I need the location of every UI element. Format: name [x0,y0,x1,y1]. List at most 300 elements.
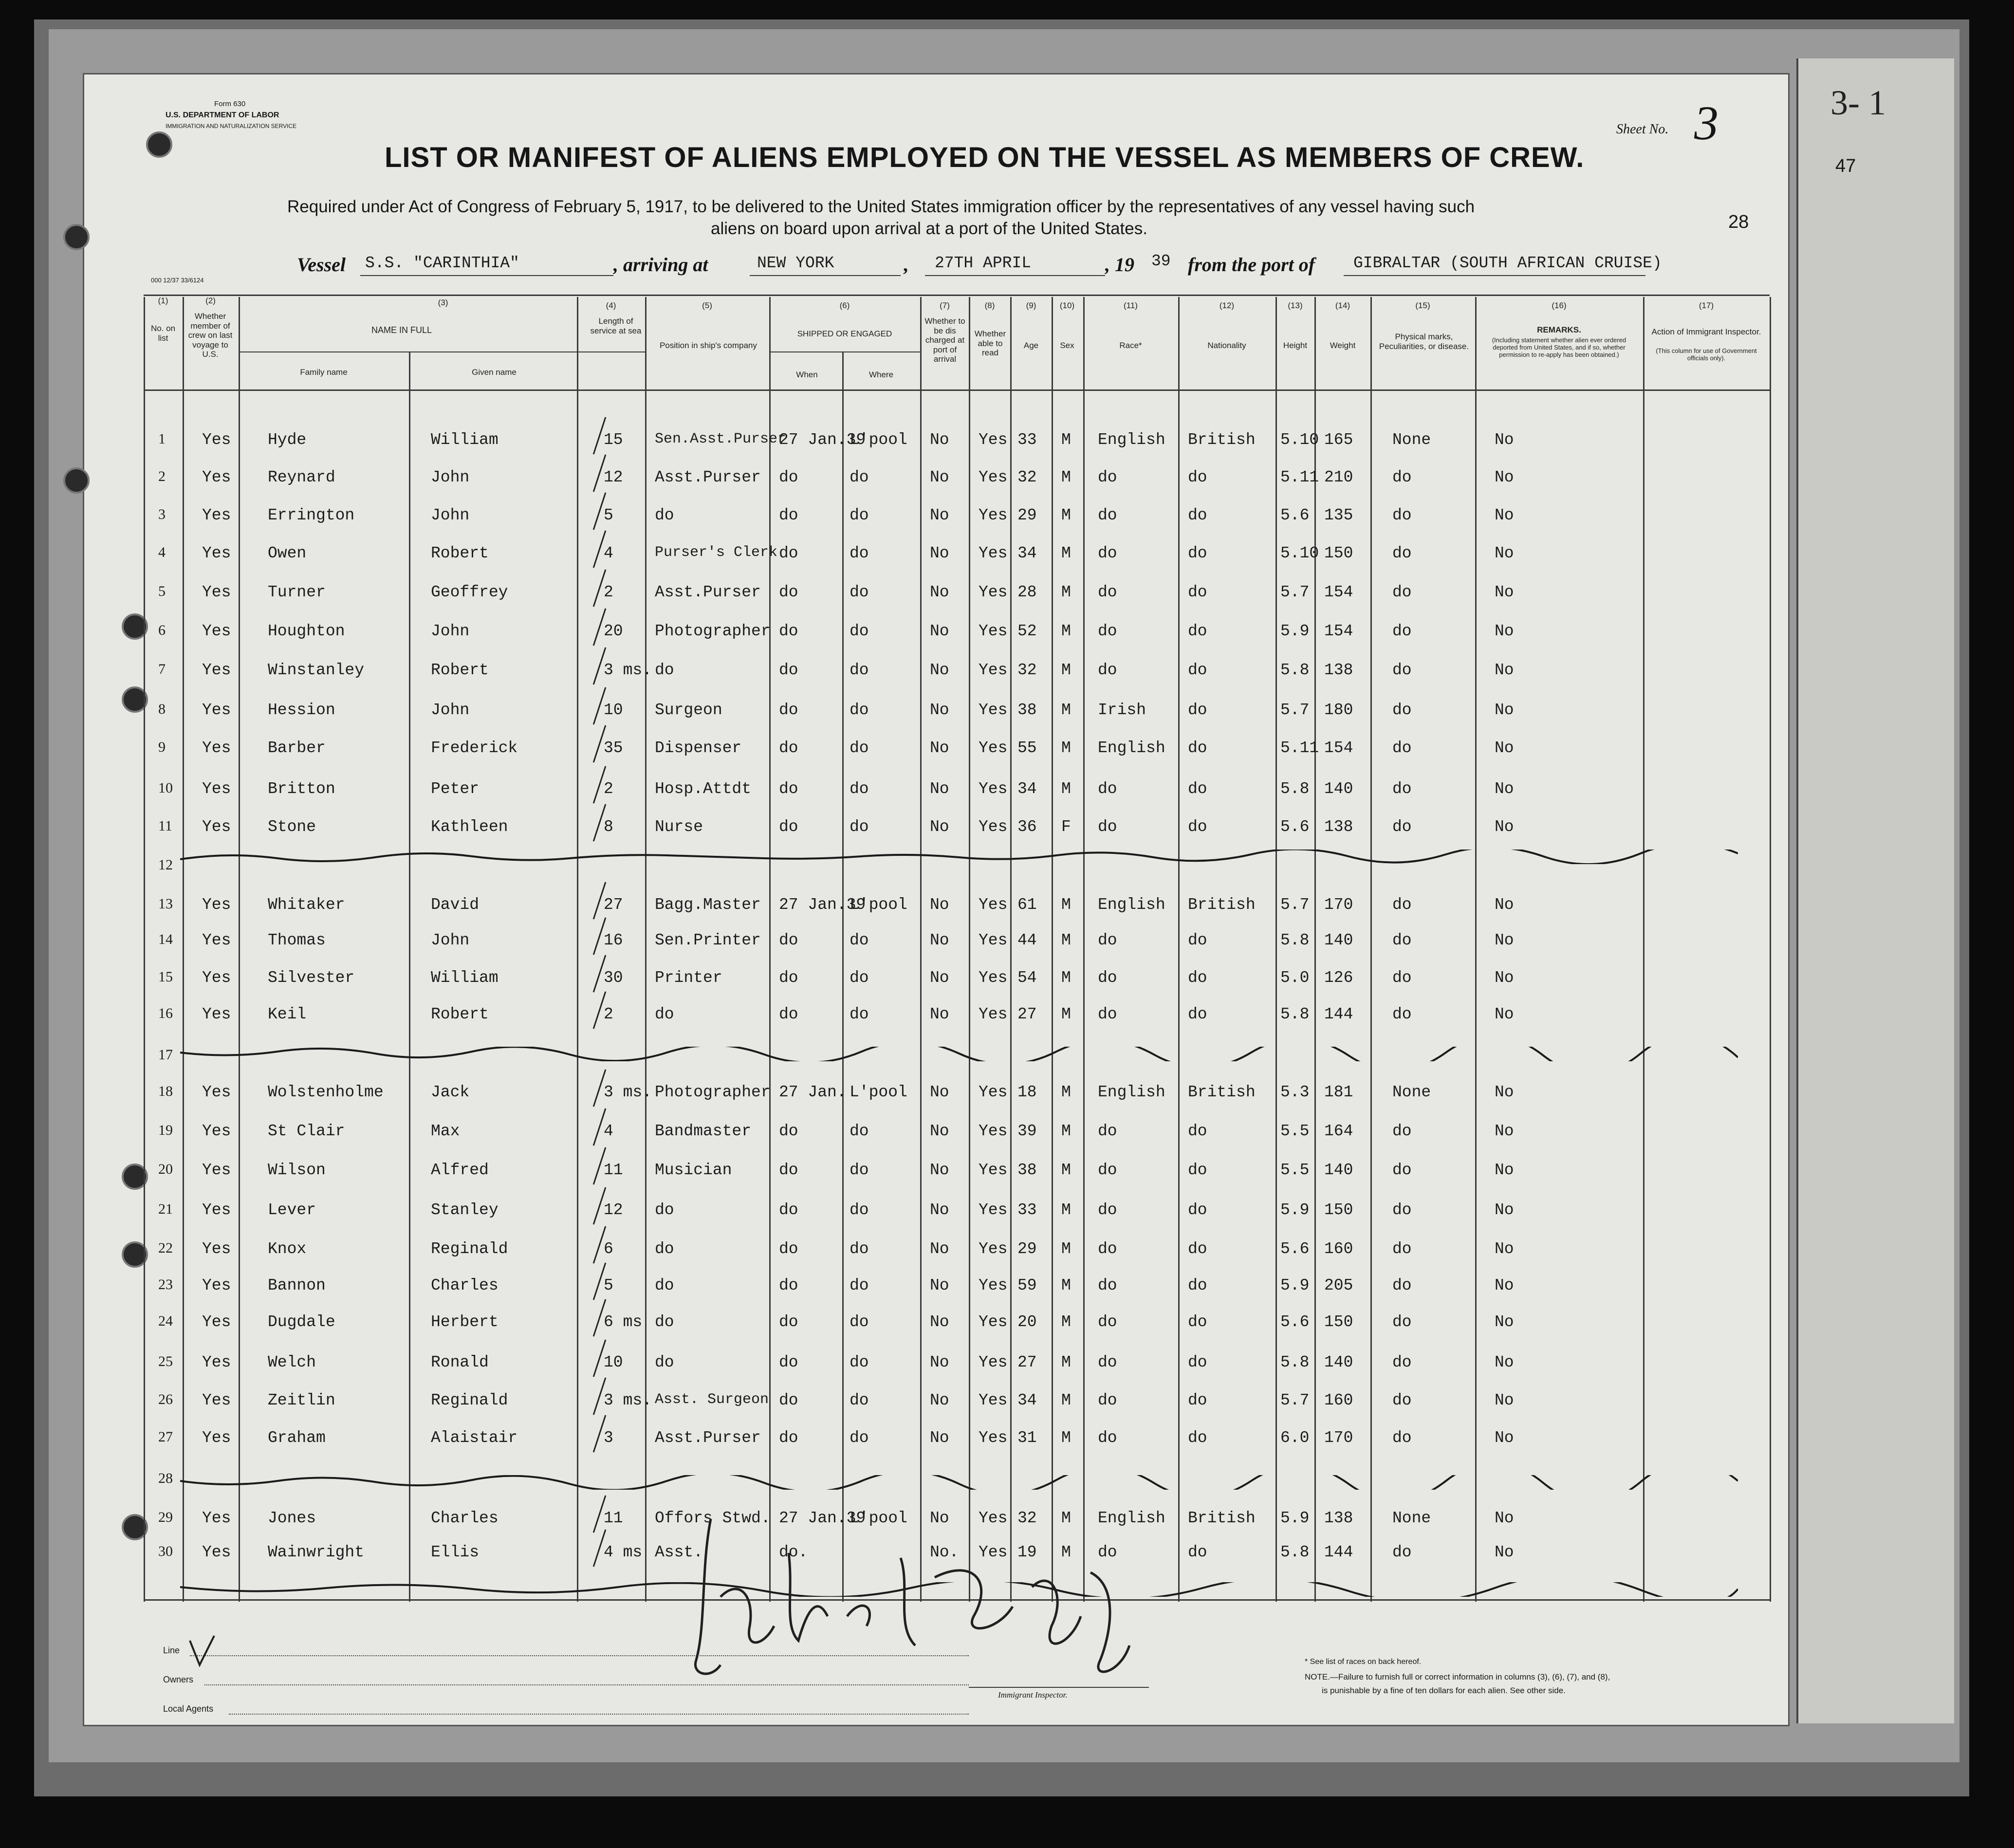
cell-family: Reynard [268,468,335,486]
corner-note: 3- 1 [1830,83,1886,122]
cell-read: Yes [979,1543,1008,1561]
races-footnote: * See list of races on back hereof. [1305,1658,1422,1666]
cell-where: L'pool [850,1083,907,1101]
cell-position: do [655,1005,674,1023]
cell-remarks: No [1495,1313,1514,1331]
cell-when: do [779,1122,798,1140]
col-13-num: (13) [1288,301,1303,310]
cell-when: do [779,544,798,562]
cell-position: Musician [655,1161,732,1179]
cell-age: 34 [1017,544,1037,562]
col-7-num: (7) [940,301,950,310]
cell-weight: 135 [1324,506,1353,524]
col-16-num: (16) [1552,301,1567,310]
cell-race: do [1098,622,1117,640]
cell-discharged: No [930,506,949,524]
cell-no: 28 [158,1470,173,1486]
cell-when: do [779,780,798,798]
cell-height: 5.6 [1280,506,1310,524]
cell-no: 3 [158,506,166,522]
col-16-note: (Including statement whether alien ever ordered deported from United States, and if so, whether permission to re-apply has been obtained.) [1492,336,1626,358]
cell-family: Turner [268,583,326,601]
cell-remarks: No [1495,780,1514,798]
cell-race: do [1098,1122,1117,1140]
cell-discharged: No [930,1429,949,1447]
cell-given: Max [431,1122,460,1140]
cell-where: do [850,468,869,486]
cell-service: 6 [604,1240,613,1258]
cell-nationality: do [1188,931,1207,949]
col-1-header: No. on list [150,324,176,343]
cell-height: 5.5 [1280,1122,1310,1140]
cell-family: Barber [268,739,326,757]
inspector-label: Immigrant Inspector. [998,1690,1068,1700]
cell-service: 6 ms [604,1313,643,1331]
cell-remarks: No [1495,969,1514,987]
cell-sex: M [1061,1353,1071,1371]
cell-when: do [779,661,798,679]
cell-race: do [1098,583,1117,601]
cell-no: 18 [158,1083,173,1099]
cell-service: 16 [604,931,623,949]
subtitle-line-1: Required under Act of Congress of February 5, 1917, to be delivered to the United States immigration officer by the representatives of any vessel having such [287,197,1475,216]
cell-weight: 154 [1324,583,1353,601]
cell-marks: do [1392,506,1412,524]
cell-no: 26 [158,1391,173,1407]
cell-where: do [850,931,869,949]
cell-service: 35 [604,739,623,757]
cell-marks: None [1392,1509,1431,1527]
cell-family: Lever [268,1201,316,1219]
cell-race: do [1098,1353,1117,1371]
agents-underline [229,1714,969,1715]
cell-nationality: do [1188,1353,1207,1371]
cell-no: 22 [158,1240,173,1256]
col-15-num: (15) [1415,301,1430,310]
subheader-rule-shipped [769,351,920,352]
cell-service: 30 [604,969,623,987]
col-rule [842,351,844,1602]
cell-position: Sen.Asst.Purser [655,431,787,447]
col-9-header: Age [1023,341,1039,350]
cell-discharged: No. [930,1543,959,1561]
cell-read: Yes [979,468,1008,486]
col-4-header: Length of service at sea [590,316,642,335]
cell-no: 24 [158,1313,173,1329]
cell-position: Nurse [655,818,703,836]
cell-marks: do [1392,661,1412,679]
cell-weight: 205 [1324,1276,1353,1294]
vessel-underline [360,275,613,276]
cell-sex: M [1061,544,1071,562]
cell-nationality: British [1188,1083,1256,1101]
cell-discharged: No [930,468,949,486]
cell-family: Wainwright [268,1543,365,1561]
cell-where: do [850,1391,869,1409]
cell-weight: 140 [1324,1353,1353,1371]
cell-race: do [1098,544,1117,562]
cell-height: 5.7 [1280,583,1310,601]
cell-prev: Yes [202,1005,231,1023]
cell-age: 20 [1017,1313,1037,1331]
cell-nationality: British [1188,896,1256,914]
cell-where: do [850,1429,869,1447]
cell-where: do [850,1313,869,1331]
col-rule [1643,297,1644,1602]
cell-where: do [850,1240,869,1258]
col-8-header: Whether able to read [974,329,1006,358]
cell-no: 16 [158,1005,173,1021]
cell-remarks: No [1495,1083,1514,1101]
cell-position: Photographer [655,622,771,640]
cell-race: English [1098,1083,1165,1101]
cell-weight: 150 [1324,1313,1353,1331]
cell-given: Jack [431,1083,470,1101]
cell-remarks: No [1495,431,1514,449]
cell-nationality: do [1188,701,1207,719]
col-3-header: NAME IN FULL [371,325,432,335]
cell-remarks: No [1495,1005,1514,1023]
cell-height: 5.6 [1280,1313,1310,1331]
cell-when: do. [779,1543,808,1561]
cell-race: do [1098,506,1117,524]
cell-when: do [779,739,798,757]
cell-marks: do [1392,931,1412,949]
local-agents-label: Local Agents [163,1704,214,1714]
cell-position: Sen.Printer [655,931,761,949]
cell-discharged: No [930,1161,949,1179]
cell-service: 12 [604,468,623,486]
cell-where: do [850,1122,869,1140]
cell-when: do [779,1005,798,1023]
table-top-rule [144,295,1770,296]
cell-height: 5.6 [1280,818,1310,836]
cell-no: 7 [158,661,166,677]
cell-given: Kathleen [431,818,508,836]
cell-nationality: do [1188,780,1207,798]
cell-given: John [431,506,470,524]
cell-no: 30 [158,1543,173,1559]
cell-service: 27 [604,896,623,914]
col-rule [920,297,922,1602]
cell-no: 29 [158,1509,173,1525]
cell-family: Whitaker [268,896,345,914]
col-8-num: (8) [984,301,995,310]
cell-where: do [850,583,869,601]
cell-sex: M [1061,1509,1071,1527]
cell-family: Silvester [268,969,355,987]
cell-race: do [1098,1201,1117,1219]
cell-service: 15 [604,431,623,449]
col-10-num: (10) [1059,301,1075,310]
cell-family: Graham [268,1429,326,1447]
cell-age: 34 [1017,1391,1037,1409]
cell-when: do [779,818,798,836]
col-rule [1275,297,1277,1602]
cell-sex: M [1061,739,1071,757]
cell-family: Wilson [268,1161,326,1179]
cell-weight: 140 [1324,1161,1353,1179]
cell-remarks: No [1495,1429,1514,1447]
cell-sex: M [1061,468,1071,486]
cell-weight: 138 [1324,1509,1353,1527]
cell-position: Bagg.Master [655,896,761,914]
cell-no: 20 [158,1161,173,1177]
cell-given: William [431,969,499,987]
cell-where: L'pool [850,431,907,449]
vessel-label: Vessel [297,254,346,276]
subheader-rule-name [239,351,645,352]
cell-given: Robert [431,544,489,562]
cell-read: Yes [979,780,1008,798]
cell-age: 54 [1017,969,1037,987]
cell-sex: M [1061,1543,1071,1561]
cell-given: Robert [431,661,489,679]
cell-remarks: No [1495,622,1514,640]
cell-prev: Yes [202,969,231,987]
cell-sex: M [1061,661,1071,679]
cell-when: do [779,1429,798,1447]
cell-weight: 154 [1324,622,1353,640]
cell-weight: 144 [1324,1005,1353,1023]
col-rule [183,297,184,1602]
cell-marks: do [1392,1391,1412,1409]
cell-where: do [850,1161,869,1179]
cell-given: Stanley [431,1201,499,1219]
cell-nationality: do [1188,1005,1207,1023]
cell-sex: M [1061,1201,1071,1219]
cell-age: 33 [1017,1201,1037,1219]
cell-no: 14 [158,931,173,947]
cell-prev: Yes [202,1543,231,1561]
cell-when: do [779,701,798,719]
cell-race: English [1098,896,1165,914]
cell-race: do [1098,780,1117,798]
cell-where: do [850,506,869,524]
cell-height: 5.8 [1280,1353,1310,1371]
cell-nationality: do [1188,1543,1207,1561]
cell-sex: M [1061,1161,1071,1179]
cell-remarks: No [1495,544,1514,562]
cell-nationality: do [1188,1391,1207,1409]
cell-marks: do [1392,1122,1412,1140]
sheet-number: 3 [1694,96,1718,150]
cell-age: 33 [1017,431,1037,449]
cell-sex: M [1061,1083,1071,1101]
cell-read: Yes [979,1240,1008,1258]
col-rule [969,297,970,1602]
col-rule [1178,297,1180,1602]
cell-service: 11 [604,1161,623,1179]
cell-weight: 154 [1324,739,1353,757]
cell-race: do [1098,1161,1117,1179]
cell-discharged: No [930,739,949,757]
cell-read: Yes [979,931,1008,949]
cell-read: Yes [979,1509,1008,1527]
cell-given: David [431,896,480,914]
sheet-label: Sheet No. [1616,122,1669,137]
cell-no: 23 [158,1276,173,1293]
cell-age: 59 [1017,1276,1037,1294]
cell-age: 31 [1017,1429,1037,1447]
cell-remarks: No [1495,506,1514,524]
cell-remarks: No [1495,1161,1514,1179]
col-16-header: REMARKS. [1537,325,1581,334]
binder-hole [146,131,172,158]
cell-marks: do [1392,1543,1412,1561]
cell-given: Ellis [431,1543,480,1561]
cell-nationality: do [1188,468,1207,486]
cell-given: John [431,622,470,640]
cell-nationality: do [1188,739,1207,757]
cell-height: 5.7 [1280,1391,1310,1409]
col-rule [144,297,145,1602]
cell-prev: Yes [202,1201,231,1219]
cell-prev: Yes [202,1313,231,1331]
cell-nationality: do [1188,969,1207,987]
cell-weight: 150 [1324,544,1353,562]
cell-where: do [850,544,869,562]
cell-sex: M [1061,780,1071,798]
cell-service: 10 [604,701,623,719]
cell-weight: 170 [1324,896,1353,914]
cell-nationality: do [1188,661,1207,679]
cell-height: 5.0 [1280,969,1310,987]
cell-sex: M [1061,701,1071,719]
line-label: Line [163,1645,180,1655]
cell-service: 2 [604,1005,613,1023]
cell-when: 27 Jan. [779,1083,847,1101]
cell-no: 15 [158,969,173,985]
cell-read: Yes [979,661,1008,679]
cell-age: 29 [1017,1240,1037,1258]
cell-when: do [779,1201,798,1219]
cell-read: Yes [979,896,1008,914]
cell-no: 25 [158,1353,173,1369]
col-rule [769,297,771,1602]
cell-service: 2 [604,583,613,601]
cell-given: Frederick [431,739,518,757]
cell-where: do [850,969,869,987]
cell-discharged: No [930,931,949,949]
cell-age: 19 [1017,1543,1037,1561]
cell-marks: do [1392,1240,1412,1258]
cell-when: do [779,622,798,640]
cell-service: 3 ms. [604,1083,652,1101]
date-comma: , [903,254,908,276]
right-flap-page [1796,58,1954,1723]
cell-read: Yes [979,544,1008,562]
port-underline [750,275,901,276]
cell-no: 12 [158,857,173,873]
col-11-num: (11) [1124,301,1138,310]
cell-service: 10 [604,1353,623,1371]
cell-height: 5.9 [1280,1276,1310,1294]
cell-sex: M [1061,931,1071,949]
cell-no: 5 [158,583,166,599]
cell-weight: 140 [1324,780,1353,798]
col-17-num: (17) [1699,301,1714,310]
cell-remarks: No [1495,1543,1514,1561]
cell-position: Printer [655,969,722,987]
col-5-header: Position in ship's company [660,341,757,350]
cell-sex: M [1061,1122,1071,1140]
cancel-line-row-12 [180,850,1738,864]
cell-height: 5.6 [1280,1240,1310,1258]
cell-weight: 164 [1324,1122,1353,1140]
col-rule [1010,297,1012,1602]
cell-prev: Yes [202,1122,231,1140]
cell-nationality: do [1188,1122,1207,1140]
cell-discharged: No [930,544,949,562]
cell-read: Yes [979,1122,1008,1140]
cell-position: do [655,1353,674,1371]
cell-where: do [850,780,869,798]
cancel-line-row-17 [180,1047,1738,1061]
cell-height: 6.0 [1280,1429,1310,1447]
cell-when: do [779,1313,798,1331]
cell-family: Errington [268,506,355,524]
cell-when: do [779,1240,798,1258]
cell-discharged: No [930,431,949,449]
cell-prev: Yes [202,1509,231,1527]
cell-weight: 180 [1324,701,1353,719]
cell-weight: 181 [1324,1083,1353,1101]
col-rule [577,297,578,1602]
cell-when: 27 Jan.39 [779,1509,866,1527]
cell-read: Yes [979,818,1008,836]
cell-discharged: No [930,1313,949,1331]
cell-race: do [1098,1543,1117,1561]
cell-prev: Yes [202,622,231,640]
cell-position: Surgeon [655,701,722,719]
cell-weight: 160 [1324,1391,1353,1409]
cell-given: Ronald [431,1353,489,1371]
cell-weight: 138 [1324,818,1353,836]
col-rule [1370,297,1372,1602]
cell-discharged: No [930,896,949,914]
cell-family: St Clair [268,1122,345,1140]
penalty-note-1: NOTE.—Failure to furnish full or correct information in columns (3), (6), (7), and (8), [1305,1672,1610,1682]
cell-read: Yes [979,1276,1008,1294]
cell-prev: Yes [202,1240,231,1258]
cell-where: do [850,739,869,757]
cell-read: Yes [979,1201,1008,1219]
cell-marks: do [1392,1429,1412,1447]
cell-marks: None [1392,1083,1431,1101]
cell-when: do [779,1276,798,1294]
cell-read: Yes [979,1429,1008,1447]
col-4-num: (4) [606,301,616,310]
col-rule [1770,297,1771,1602]
cell-read: Yes [979,1083,1008,1101]
cell-sex: M [1061,969,1071,987]
cell-race: do [1098,468,1117,486]
cell-discharged: No [930,969,949,987]
cell-service: 3 ms. [604,1391,652,1409]
cell-height: 5.7 [1280,896,1310,914]
cell-when: do [779,931,798,949]
col-2-header: Whether member of crew on last voyage to U.S. [188,312,233,359]
cell-position: Asst. [655,1543,703,1561]
cell-prev: Yes [202,931,231,949]
cell-age: 34 [1017,780,1037,798]
cell-given: Charles [431,1509,499,1527]
cell-when: do [779,506,798,524]
cell-given: John [431,931,470,949]
cell-remarks: No [1495,583,1514,601]
cell-marks: do [1392,780,1412,798]
